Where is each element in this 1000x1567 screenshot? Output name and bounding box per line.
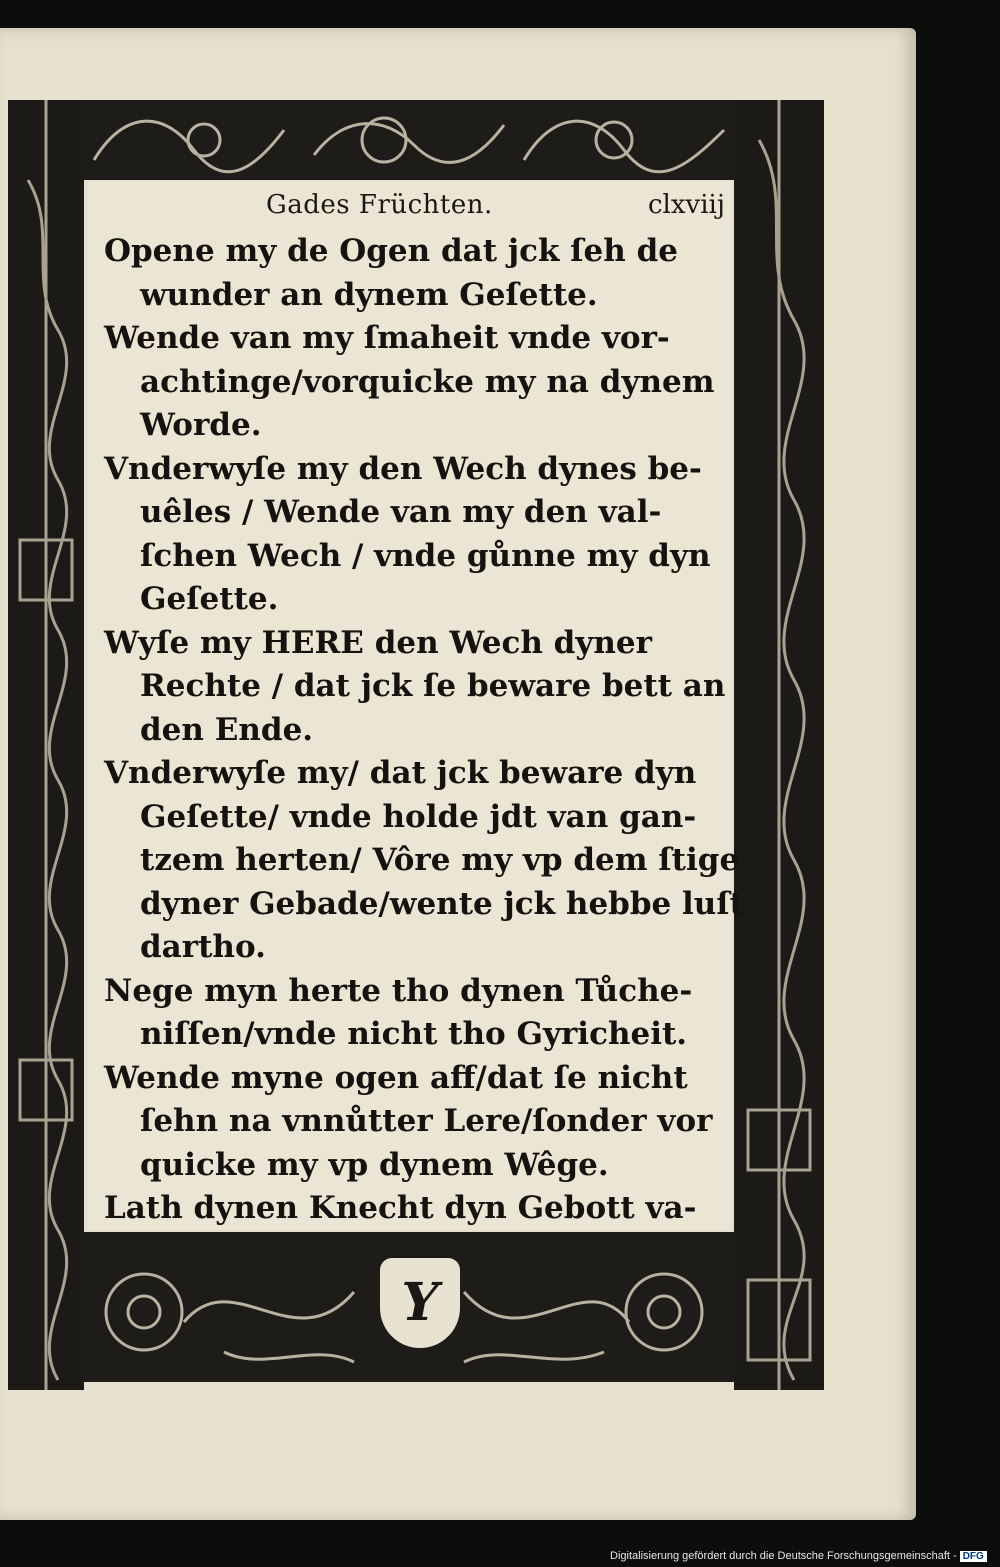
page-header (88, 190, 732, 226)
verse-line: dartho. (140, 929, 266, 965)
woodcut-border-top (84, 100, 734, 180)
verse-line: ſchen Wech / vnde gůnne my dyn (140, 537, 711, 574)
verse-line: wunder an dynem Geſette. (140, 276, 598, 313)
verse-line: Wende myne ogen aff/dat ſe nicht (104, 1059, 688, 1096)
verse-line: uêles / Wende van my den val- (140, 494, 662, 530)
verse-line: niſſen/vnde nicht tho Gyricheit. (140, 1016, 688, 1052)
woodcut-border-left-ornament (8, 100, 84, 1390)
verse-line: Vnderwyſe my/ dat jck beware dyn (104, 755, 697, 791)
signature-mark: Y (380, 1258, 460, 1348)
verse-6 (104, 970, 730, 1057)
verse-7 (104, 1057, 730, 1188)
folio-number: clxviij (648, 190, 725, 220)
verse-line: Geſette. (140, 581, 279, 617)
verse-2 (104, 317, 730, 448)
verse-line: Geſette/ vnde holde jdt van gan- (140, 798, 697, 835)
verse-8 (104, 1187, 730, 1231)
verse-line: Opene my de Ogen dat jck ſeh de (104, 233, 679, 269)
dfg-logo: DFG (960, 1551, 987, 1562)
credit-text: Digitalisierung gefördert durch die Deutsche Forschungsgemeinschaft - (610, 1550, 957, 1562)
verse-line: Vnderwyſe my den Wech dynes be- (104, 450, 702, 487)
verse-3 (104, 448, 730, 622)
woodcut-border-right-ornament (734, 100, 824, 1390)
verse-line: den Ende. (140, 711, 314, 748)
verse-line: ſehn na vnnůtter Lere/ſonder vor (140, 1103, 713, 1139)
verse-line: Nege myn herte tho dynen Tůche- (104, 972, 693, 1009)
verse-line: achtinge/vorquicke my na dynem (140, 363, 715, 400)
verse-4 (104, 622, 730, 753)
verse-line: dyner Gebade/wente jck hebbe luſt (140, 885, 745, 922)
verse-5 (104, 752, 745, 970)
verse-line: Worde. (140, 407, 262, 443)
digitization-credit (610, 1550, 987, 1562)
verse-block (104, 230, 745, 1231)
woodcut-border-top-ornament (84, 100, 734, 180)
verse-line: Lath dynen Knecht dyn Gebott va- (104, 1190, 697, 1226)
verse-line: quicke my vp dynem Wêge. (140, 1146, 609, 1183)
verse-line: Wende van my ſmaheit vnde vor- (104, 320, 670, 356)
woodcut-border-left (8, 100, 84, 1390)
verse-1 (104, 230, 730, 317)
verse-line: Rechte / dat jck ſe beware bett an (140, 668, 726, 704)
woodcut-border-right (734, 100, 824, 1390)
running-title: Gades Früchten. (266, 190, 493, 220)
verse-line: Wyſe my HERE den Wech dyner (104, 624, 652, 661)
verse-line: tzem herten/ Vôre my vp dem ſtige (140, 842, 740, 878)
